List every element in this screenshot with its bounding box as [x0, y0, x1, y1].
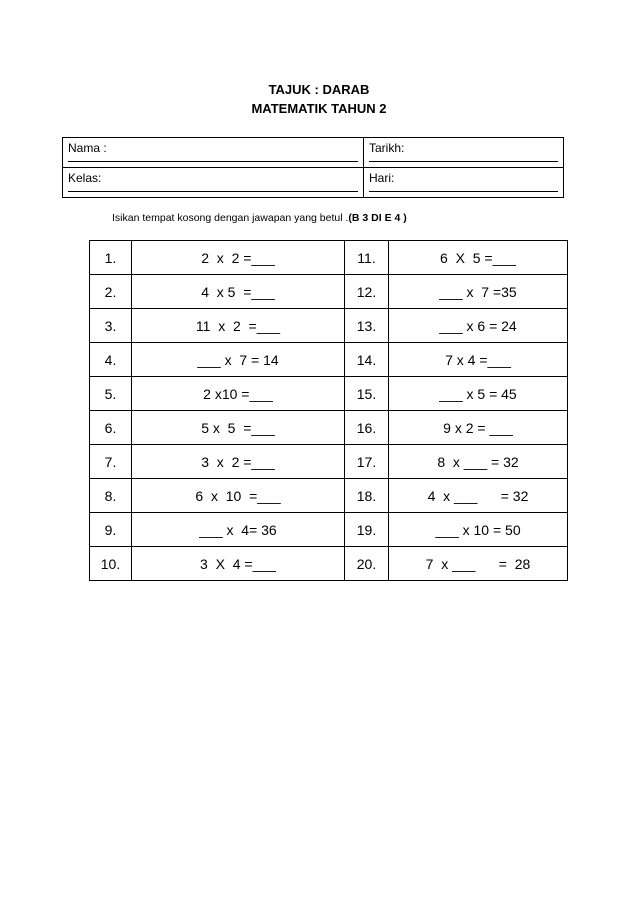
question-expression: 7 x ___ = 28	[389, 547, 568, 581]
page-title: TAJUK : DARAB	[268, 82, 370, 97]
question-number: 14.	[345, 343, 389, 377]
question-row	[90, 309, 568, 343]
question-row	[90, 411, 568, 445]
page-subtitle: MATEMATIK TAHUN 2	[251, 101, 387, 116]
question-row	[90, 241, 568, 275]
question-expression: 4 x ___ = 32	[389, 479, 568, 513]
instruction-text	[112, 212, 407, 224]
question-row	[90, 377, 568, 411]
instruction-main: Isikan tempat kosong dengan jawapan yang betul .	[112, 212, 349, 224]
question-expression: 8 x ___ = 32	[389, 445, 568, 479]
hari-field[interactable]	[369, 191, 558, 192]
question-expression: ___ x 4= 36	[132, 513, 345, 547]
question-number: 2.	[90, 275, 132, 309]
question-expression: 7 x 4 =___	[389, 343, 568, 377]
question-row	[90, 275, 568, 309]
page-header	[0, 80, 638, 118]
question-number: 5.	[90, 377, 132, 411]
question-number: 10.	[90, 547, 132, 581]
question-number: 6.	[90, 411, 132, 445]
hari-label: Hari:	[369, 171, 395, 185]
question-row	[90, 343, 568, 377]
question-expression: 5 x 5 =___	[132, 411, 345, 445]
tarikh-label: Tarikh:	[369, 141, 405, 155]
question-expression: 9 x 2 = ___	[389, 411, 568, 445]
question-expression: ___ x 7 =35	[389, 275, 568, 309]
hari-cell	[364, 168, 564, 198]
question-expression: 6 X 5 =___	[389, 241, 568, 275]
question-number: 1.	[90, 241, 132, 275]
kelas-label: Kelas:	[68, 171, 102, 185]
question-expression: 3 X 4 =___	[132, 547, 345, 581]
question-row	[90, 547, 568, 581]
question-number: 16.	[345, 411, 389, 445]
question-number: 8.	[90, 479, 132, 513]
question-number: 3.	[90, 309, 132, 343]
student-info-table	[62, 137, 564, 198]
question-number: 20.	[345, 547, 389, 581]
instruction-code: (B 3 DI E 4 )	[348, 212, 407, 224]
question-number: 17.	[345, 445, 389, 479]
question-number: 15.	[345, 377, 389, 411]
question-number: 19.	[345, 513, 389, 547]
question-number: 11.	[345, 241, 389, 275]
question-row	[90, 479, 568, 513]
questions-table	[89, 240, 568, 581]
question-row	[90, 445, 568, 479]
nama-cell	[63, 138, 364, 168]
question-expression: 3 x 2 =___	[132, 445, 345, 479]
tarikh-field[interactable]	[369, 161, 558, 162]
question-expression: 4 x 5 =___	[132, 275, 345, 309]
question-expression: 6 x 10 =___	[132, 479, 345, 513]
question-expression: ___ x 10 = 50	[389, 513, 568, 547]
question-number: 7.	[90, 445, 132, 479]
question-expression: ___ x 7 = 14	[132, 343, 345, 377]
question-expression: ___ x 6 = 24	[389, 309, 568, 343]
question-number: 13.	[345, 309, 389, 343]
question-number: 12.	[345, 275, 389, 309]
question-number: 18.	[345, 479, 389, 513]
question-row	[90, 513, 568, 547]
tarikh-cell	[364, 138, 564, 168]
kelas-cell	[63, 168, 364, 198]
question-expression: ___ x 5 = 45	[389, 377, 568, 411]
question-expression: 2 x 2 =___	[132, 241, 345, 275]
nama-field[interactable]	[68, 161, 358, 162]
question-expression: 11 x 2 =___	[132, 309, 345, 343]
nama-label: Nama :	[68, 141, 107, 155]
question-number: 9.	[90, 513, 132, 547]
question-number: 4.	[90, 343, 132, 377]
question-expression: 2 x10 =___	[132, 377, 345, 411]
kelas-field[interactable]	[68, 191, 358, 192]
